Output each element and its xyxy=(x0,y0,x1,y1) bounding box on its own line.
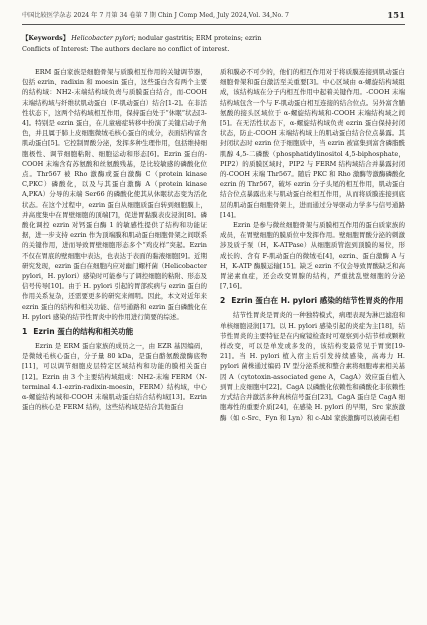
section-1-number: 1 xyxy=(22,327,28,337)
section-2-title: Ezrin 蛋白在 H. pylori 感染的结节性胃炎的作用 xyxy=(231,296,404,306)
right-column xyxy=(220,67,405,423)
keywords-italic: Helicobacter pylori xyxy=(71,34,134,42)
journal-citation: 中国比较医学杂志 2024 年 7 月第 34 卷第 7 期 Chin J Comp Med, July 2024,Vol. 34,No. 7 xyxy=(22,12,289,19)
keywords-line xyxy=(22,33,405,44)
keywords-text: ; nodular gastritis; ERM proteins; ezrin xyxy=(133,34,262,42)
function-paragraph: Ezrin 是参与微丝细胞骨架与质膜相互作用的蛋白质家族的成员，在胃壁细胞的膜质位中发挥作用。壁细胞胃酸分泌的刺激涉及质子泵（H，K-ATPase）从细胞质管泡到顶膜的易位，形成长的、含有 F-肌动蛋白的微绒毛[4]，ezrin、蛋白激酶 A 与 H，K-ATP 酶膜运输[15]。缺乏 ezrin 不仅会导致胃酸缺乏和高胃泌素血症，还会改变胃腺的结构，严重扰乱壁细胞的分泌[7,16]。 xyxy=(220,221,405,291)
header-rule xyxy=(22,24,405,25)
keywords-block xyxy=(22,33,405,55)
section-2-number: 2 xyxy=(220,296,226,306)
section-1-title: Ezrin 蛋白的结构和相关功能 xyxy=(33,327,134,337)
keywords-label: 【Keywords】 xyxy=(22,34,70,42)
left-column xyxy=(22,67,207,413)
page-number: 151 xyxy=(387,11,405,21)
conflict-of-interest: Conflicts of Interest: The authors declare no conflict of interest. xyxy=(22,45,230,53)
section-1-paragraph: Ezrin 是 ERM 蛋白家族的成员之一，由 EZR 基因编码，是微绒毛核心蛋白，分子量 80 kDa，是蛋白酪氨酸激酶底物[11]，可以调节细胞皮层特定区域结构和功能的膜相关蛋白[12]。Ezrin 由 3 个主要结构域组成：NH2-末端 FERM（N-terminal 4.1-ezrin-radixin-moesin，FERM）结构域，中心 α-螺旋结构域和-COOH 末端肌动蛋白结合结构域[13]。Ezrin 蛋白的核心是 FERM 结构，这些结构域是结合其他蛋白 xyxy=(22,342,207,412)
section-2-paragraph: 结节性胃炎是胃炎的一种独特模式，病理表现为淋巴滤泡和单核细胞浸润[17]。以 H. pylori 感染引起的炎症为主[18]，结节性胃炎的主要特征是在内窥镜检查时可观察到小结节样或颗粒样改变，可以是单发或多发的，该结构变最常见于胃窦[19-21]。当 H. pylori 植入宿主后引发持续感染，高毒力 H. pylori 菌株通过编码 IV 型分泌系统和整合素将细胞毒素相关基因 A（cytotoxin-associated gene A，CagA）效应蛋白植入到胃上皮细胞中[22]。CagA 以磷酸化依赖性和磷酸化非依赖性方式结合并激活多种真核信号蛋白[23]。CagA 蛋白是 CagA 细胞毒性的重要介质[24]，在感染 H. pylori 的早期，Src 家族激酶（如 c-Src、Fyn 和 Lyn）和 c-Abl 家族激酶可以被菌毛相 xyxy=(220,311,405,422)
structure-paragraph: 质和膜必不可少的，他们的相互作用对于将质膜连接到肌动蛋白细胞骨架和蛋白激活至关重要[3]。中心区域由 α-螺旋结构域组成，该结构域在分子内相互作用中起着关键作用。-COOH 末端结构域包含一个与 F-肌动蛋白相互连接的结合位点。另外富含脯氨酸的接头区域位于 α-螺旋结构域和-COOH 末端结构域之间[5]。在无活性状态下，α-螺旋结构域负责 ezrin 蛋白保持封闭状态，防止-COOH 末端结构域上的肌动蛋白结合位点暴露。其封闭状态时 ezrin 位于细胞质中，当 ezrin 被富集到富含磷脂酰肌醇 4,5-二磷酸（phosphatidylinositol 4,5-biphosphate，PIP2）的质膜区域时，PIP2 与 FERM 结构域结合并暴露封闭的-COOH 末端 Thr567。随后 PKC 和 Rho 激酶等激酶磷酸化 ezrin 的 Thr567，破坏 ezrin 分子头尾的相互作用，肌动蛋白结合位点暴露出来与肌动蛋白丝相互作用，从而将质膜连接到底层的肌动蛋白细胞骨架上，进而通过分导驱动力学多与信号通路[14]。 xyxy=(220,68,405,219)
intro-paragraph: ERM 蛋白家族是细胞骨架与质膜相互作用的关键调节器，包括 ezrin、radixin 和 moesin 蛋白，这些蛋白含有两个主要的结构域：NH2-末端结构域负责与质膜蛋白结合，而-COOH 末端结构域与纤维状肌动蛋白（F-肌动蛋白）结合[1-2]。在非活性状态下，这两个结构域相互作用，保持蛋白处于“休眠”状态[3-4]。特别是 ezrin 蛋白，在儿童癌症转移中扮演了关键启动子角色，并且属于肺上皮细胞微绒毛核心蛋白的成分，表面结构富含肌动蛋白[5]。它控制胃酸分泌，发挥多种生理作用，包括维持细胞极性、调节细胞粘附、细胞运动和形态[6]。Ezrin 蛋白的-COOH 末端含有苏氨酸和丝氨酸残基，是比较敏感的磷酸化位点。Thr567 被 Rho 激酶或蛋白激酶 C（protein kinase C,PKC）磷酸化，以及与其蛋白激酶 A（protein kinase A,PKA）分导的末端 Ser66 的磷酸化使其从休眠状态变为活化状态。在这个过程中，ezrin 蛋白从细胞质蛋白转到细胞膜上，并高度集中在胃壁细胞的顶端[7]，促进胃黏膜表皮浸润[8]。磷酸化调控 ezrin 对钙蛋白酶 1 的敏感性提供了结构和功能证据，进一步支持 ezrin 作为顶端膜和肌动蛋白细胞骨架之间联系的关键作用，进而导致胃壁细胞形态多个“鸡皮样”突起。Ezrin 不仅在胃底的壁细胞中表达，也表达于表面的黏液细胞[9]。近期研究发现，ezrin 蛋白在细胞内应对幽门螺杆菌（Helicobacter pylori，H. pylori）感染时可能参与了调控细胞的粘附、形态及信号传导[10]。由于 H. pylori 引起的胃部疾病与 ezrin 蛋白的作用关系复杂，还需要更多的研究来阐明。因此，本文对近年来 ezrin 蛋白的结构和相关功能、信号通路和 ezrin 蛋白磷酸化在 H. pylori 感染的结节性胃炎中的作用进行简要的综述。 xyxy=(22,68,207,321)
section-1-heading xyxy=(22,326,207,337)
page-header xyxy=(22,9,405,23)
section-2-heading xyxy=(220,295,405,306)
